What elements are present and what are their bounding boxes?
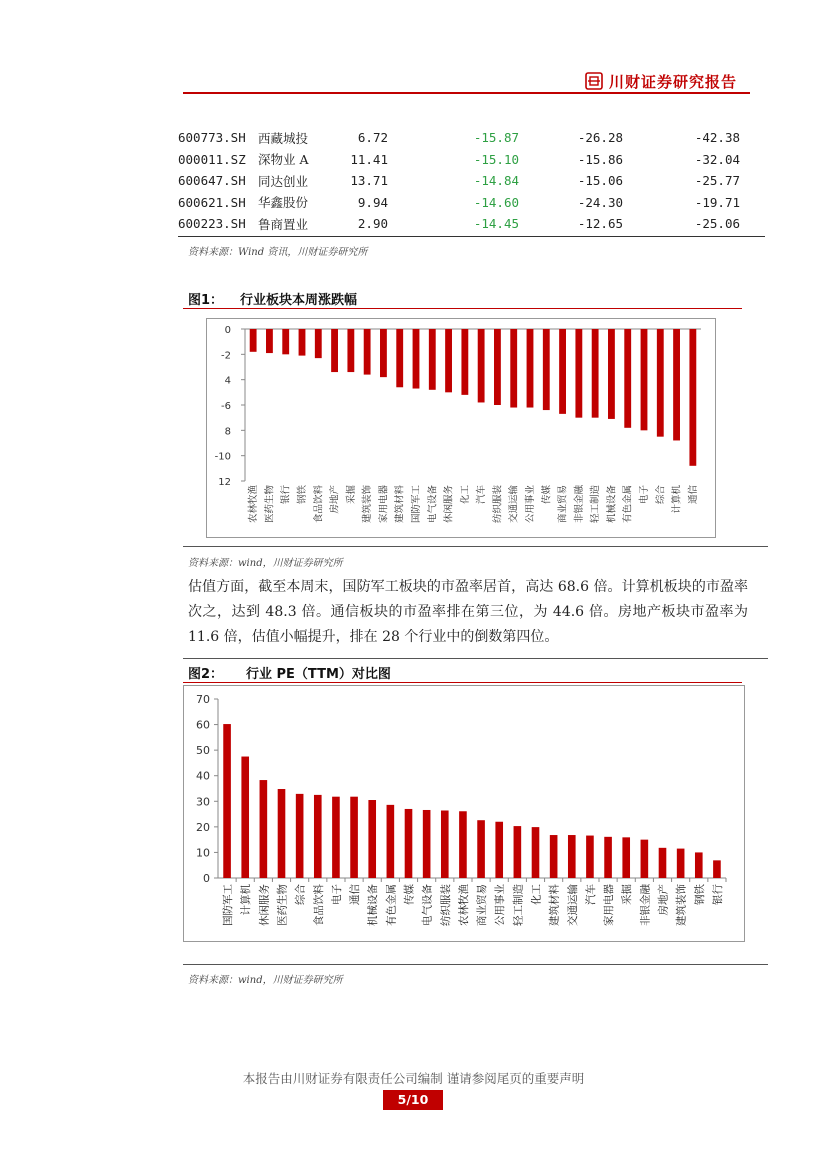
x-tick-label: 国防军工 [411, 485, 422, 524]
bar [713, 860, 721, 878]
table-row [178, 192, 740, 214]
table-row [178, 170, 740, 192]
x-tick-label: 商业贸易 [557, 485, 569, 524]
stock-code: 000011.SZ [178, 151, 246, 167]
bar [405, 809, 413, 878]
stock-table [178, 127, 740, 235]
y-tick-label: 20 [196, 820, 210, 834]
bar [332, 797, 340, 878]
y-tick-label: 8 [224, 426, 231, 438]
stock-month-change: -12.65 [577, 216, 623, 232]
x-tick-label: 非银金融 [573, 485, 585, 524]
bar [510, 329, 517, 408]
bar [478, 329, 485, 402]
x-tick-label: 有色金属 [622, 485, 634, 524]
x-tick-label: 休闲服务 [443, 485, 455, 524]
bar [250, 329, 257, 352]
x-tick-label: 钢铁 [297, 485, 308, 505]
bar [641, 840, 649, 878]
bar [657, 329, 664, 437]
stock-name: 同达创业 [258, 173, 309, 189]
x-tick-label: 食品饮料 [313, 485, 325, 524]
y-tick-label: 0 [224, 325, 231, 336]
x-tick-label: 建筑装饰 [675, 884, 688, 926]
figure2-label: 图2： [188, 667, 224, 682]
bar [568, 835, 576, 878]
bar [266, 329, 273, 353]
valuation-paragraph: 估值方面，截至本周末，国防军工板块的市盈率居首，高达 68.6 倍。计算机板块的市盈率次之，达到 48.3 倍。通信板块的市盈率排在第三位，为 44.6 倍。房地产板块市盈率为 11.6 倍，估值小幅提升，排在 28 个行业中的倒数第四位。 [188, 579, 748, 645]
figure2-title: 行业 PE（TTM）对比图 [246, 667, 391, 682]
x-tick-label: 纺织服装 [492, 485, 504, 524]
x-tick-label: 农林牧渔 [457, 884, 470, 926]
bar [429, 329, 436, 390]
bar [550, 835, 558, 878]
figure2-top-rule [183, 682, 742, 683]
stock-code: 600773.SH [178, 130, 246, 146]
figure1-label: 图1： [188, 293, 224, 308]
y-tick-label: 4 [224, 375, 231, 387]
stock-name: 西藏城投 [258, 130, 309, 146]
x-tick-label: 商业贸易 [476, 884, 489, 926]
figure2-upper-rule [183, 658, 768, 659]
x-tick-label: 机械设备 [606, 485, 618, 524]
bar [423, 810, 431, 878]
x-tick-label: 轻工制造 [590, 485, 602, 524]
stock-week-change: -14.60 [473, 194, 519, 210]
stock-name: 鲁商置业 [258, 216, 309, 232]
bar [494, 329, 501, 405]
stock-week-change: -14.84 [473, 173, 519, 189]
figure1-chart [207, 319, 715, 537]
stock-price: 9.94 [357, 194, 388, 210]
x-tick-label: 建筑材料 [548, 884, 561, 926]
y-tick-label: 30 [196, 795, 210, 809]
bar [368, 800, 376, 878]
table-row [178, 213, 740, 235]
y-tick-label: -10 [214, 451, 231, 463]
bar [314, 795, 322, 878]
bar [315, 329, 322, 358]
x-tick-label: 电气设备 [427, 485, 439, 524]
x-tick-label: 化工 [530, 884, 543, 905]
bar [364, 329, 371, 375]
x-tick-label: 钢铁 [693, 884, 706, 905]
table-row [178, 127, 740, 149]
table-bottom-rule [178, 236, 765, 237]
y-tick-label: -2 [221, 350, 231, 362]
x-tick-label: 食品饮料 [312, 884, 325, 926]
x-tick-label: 家用电器 [378, 485, 390, 524]
bar [532, 827, 540, 878]
figure1-top-rule [183, 308, 742, 309]
stock-week-change: -14.45 [473, 216, 519, 232]
bar [282, 329, 289, 354]
bar [413, 329, 420, 389]
x-tick-label: 家用电器 [603, 884, 616, 926]
figure2-source: 资料来源：wind，川财证券研究所 [188, 975, 343, 986]
stock-name: 深物业 A [258, 152, 309, 168]
x-tick-label: 医药生物 [264, 485, 276, 524]
stock-price: 2.90 [357, 216, 388, 232]
x-tick-label: 电子 [639, 485, 650, 505]
bar [624, 329, 631, 428]
stock-price: 11.41 [350, 151, 388, 167]
figure1-title: 行业板块本周涨跌幅 [240, 293, 358, 308]
bar [380, 329, 387, 377]
stock-ytd-change: -32.04 [694, 151, 740, 167]
bar [527, 329, 534, 408]
stock-code: 600621.SH [178, 194, 246, 210]
x-tick-label: 通信 [349, 884, 362, 905]
stock-ytd-change: -42.38 [694, 130, 740, 146]
y-tick-label: 60 [196, 718, 210, 732]
x-tick-label: 计算机 [671, 485, 683, 514]
table-row [178, 149, 740, 171]
y-tick-label: 12 [218, 477, 231, 488]
bar [695, 852, 703, 878]
x-tick-label: 房地产 [329, 485, 341, 514]
bar [260, 780, 268, 878]
x-tick-label: 建筑材料 [394, 485, 406, 524]
stock-ytd-change: -19.71 [694, 194, 740, 210]
stock-month-change: -26.28 [577, 130, 623, 146]
bar [441, 810, 449, 878]
bar [608, 329, 615, 419]
x-tick-label: 银行 [711, 884, 724, 905]
bar [689, 329, 696, 466]
x-tick-label: 传媒 [403, 884, 416, 905]
stock-code: 600223.SH [178, 216, 246, 232]
x-tick-label: 计算机 [240, 884, 253, 916]
page-number: 5/10 [383, 1090, 443, 1110]
x-tick-label: 电子 [330, 884, 343, 905]
bar [622, 837, 630, 878]
x-tick-label: 非银金融 [639, 884, 652, 926]
bar [514, 826, 522, 878]
bar [559, 329, 566, 414]
bar [241, 757, 249, 878]
stock-week-change: -15.87 [473, 130, 519, 146]
x-tick-label: 房地产 [657, 884, 670, 916]
bar [278, 789, 286, 878]
brand-header [585, 70, 737, 92]
y-tick-label: 50 [196, 744, 210, 758]
bar [673, 329, 680, 440]
figure1-source: 资料来源：wind，川财证券研究所 [188, 558, 343, 569]
x-tick-label: 化工 [459, 485, 471, 505]
x-tick-label: 采掘 [621, 884, 634, 905]
bar [223, 724, 231, 878]
x-tick-label: 电气设备 [421, 884, 434, 926]
x-tick-label: 交通运输 [508, 485, 520, 524]
x-tick-label: 汽车 [476, 485, 488, 505]
bar [296, 794, 304, 878]
x-tick-label: 公用事业 [525, 485, 536, 524]
x-tick-label: 通信 [687, 485, 699, 505]
bar [495, 822, 503, 878]
bar [387, 805, 395, 878]
x-tick-label: 综合 [294, 884, 307, 905]
table-source: 资料来源：Wind 资讯，川财证券研究所 [188, 247, 368, 258]
figure2-chart [184, 686, 744, 941]
y-tick-label: 40 [196, 769, 210, 783]
bar [575, 329, 582, 418]
stock-month-change: -15.86 [577, 151, 623, 167]
figure2-bottom-rule [183, 964, 768, 965]
x-tick-label: 综合 [655, 485, 667, 505]
stock-ytd-change: -25.77 [694, 173, 740, 189]
stock-price: 13.71 [350, 173, 388, 189]
stock-month-change: -15.06 [577, 173, 623, 189]
x-tick-label: 机械设备 [367, 884, 380, 926]
y-tick-label: -6 [221, 401, 231, 412]
bar [461, 329, 468, 395]
stock-code: 600647.SH [178, 173, 246, 189]
figure2-chart-frame [183, 685, 745, 942]
x-tick-label: 建筑装饰 [362, 485, 374, 524]
stock-week-change: -15.10 [473, 151, 519, 167]
x-tick-label: 有色金属 [385, 884, 398, 926]
bar [459, 811, 467, 878]
bar [592, 329, 599, 418]
figure1-chart-frame [206, 318, 716, 538]
bar [331, 329, 338, 372]
stock-price: 6.72 [357, 130, 388, 146]
stock-month-change: -24.30 [577, 194, 623, 210]
x-tick-label: 轻工制造 [512, 884, 525, 926]
header-divider [183, 92, 750, 94]
chuancai-logo-icon [585, 72, 603, 90]
brand-name: 川财证券研究报告 [609, 72, 738, 91]
bar [586, 836, 594, 878]
x-tick-label: 汽车 [584, 884, 597, 905]
bar [641, 329, 648, 430]
x-tick-label: 银行 [280, 485, 292, 505]
bar [445, 329, 452, 392]
x-tick-label: 采掘 [345, 485, 357, 505]
y-tick-label: 70 [196, 693, 210, 706]
x-tick-label: 公用事业 [494, 884, 507, 926]
bar [477, 820, 485, 878]
stock-name: 华鑫股份 [258, 195, 309, 211]
x-tick-label: 纺织服装 [439, 884, 452, 926]
bar [299, 329, 306, 356]
bar [396, 329, 403, 387]
x-tick-label: 医药生物 [276, 884, 289, 926]
x-tick-label: 国防军工 [222, 884, 235, 926]
x-tick-label: 传媒 [541, 485, 553, 505]
bar [677, 849, 685, 878]
stock-ytd-change: -25.06 [694, 216, 740, 232]
y-tick-label: 10 [196, 846, 210, 860]
footer-disclaimer: 本报告由川财证券有限责任公司编制 谨请参阅尾页的重要声明 [242, 1071, 585, 1086]
y-tick-label: 0 [203, 872, 210, 885]
figure1-bottom-rule [183, 546, 768, 547]
bar [350, 797, 358, 878]
x-tick-label: 农林牧渔 [248, 485, 260, 524]
x-tick-label: 休闲服务 [258, 884, 271, 926]
bar [347, 329, 354, 372]
bar [604, 837, 612, 878]
bar [659, 848, 667, 878]
x-tick-label: 交通运输 [566, 884, 579, 926]
bar [543, 329, 550, 410]
